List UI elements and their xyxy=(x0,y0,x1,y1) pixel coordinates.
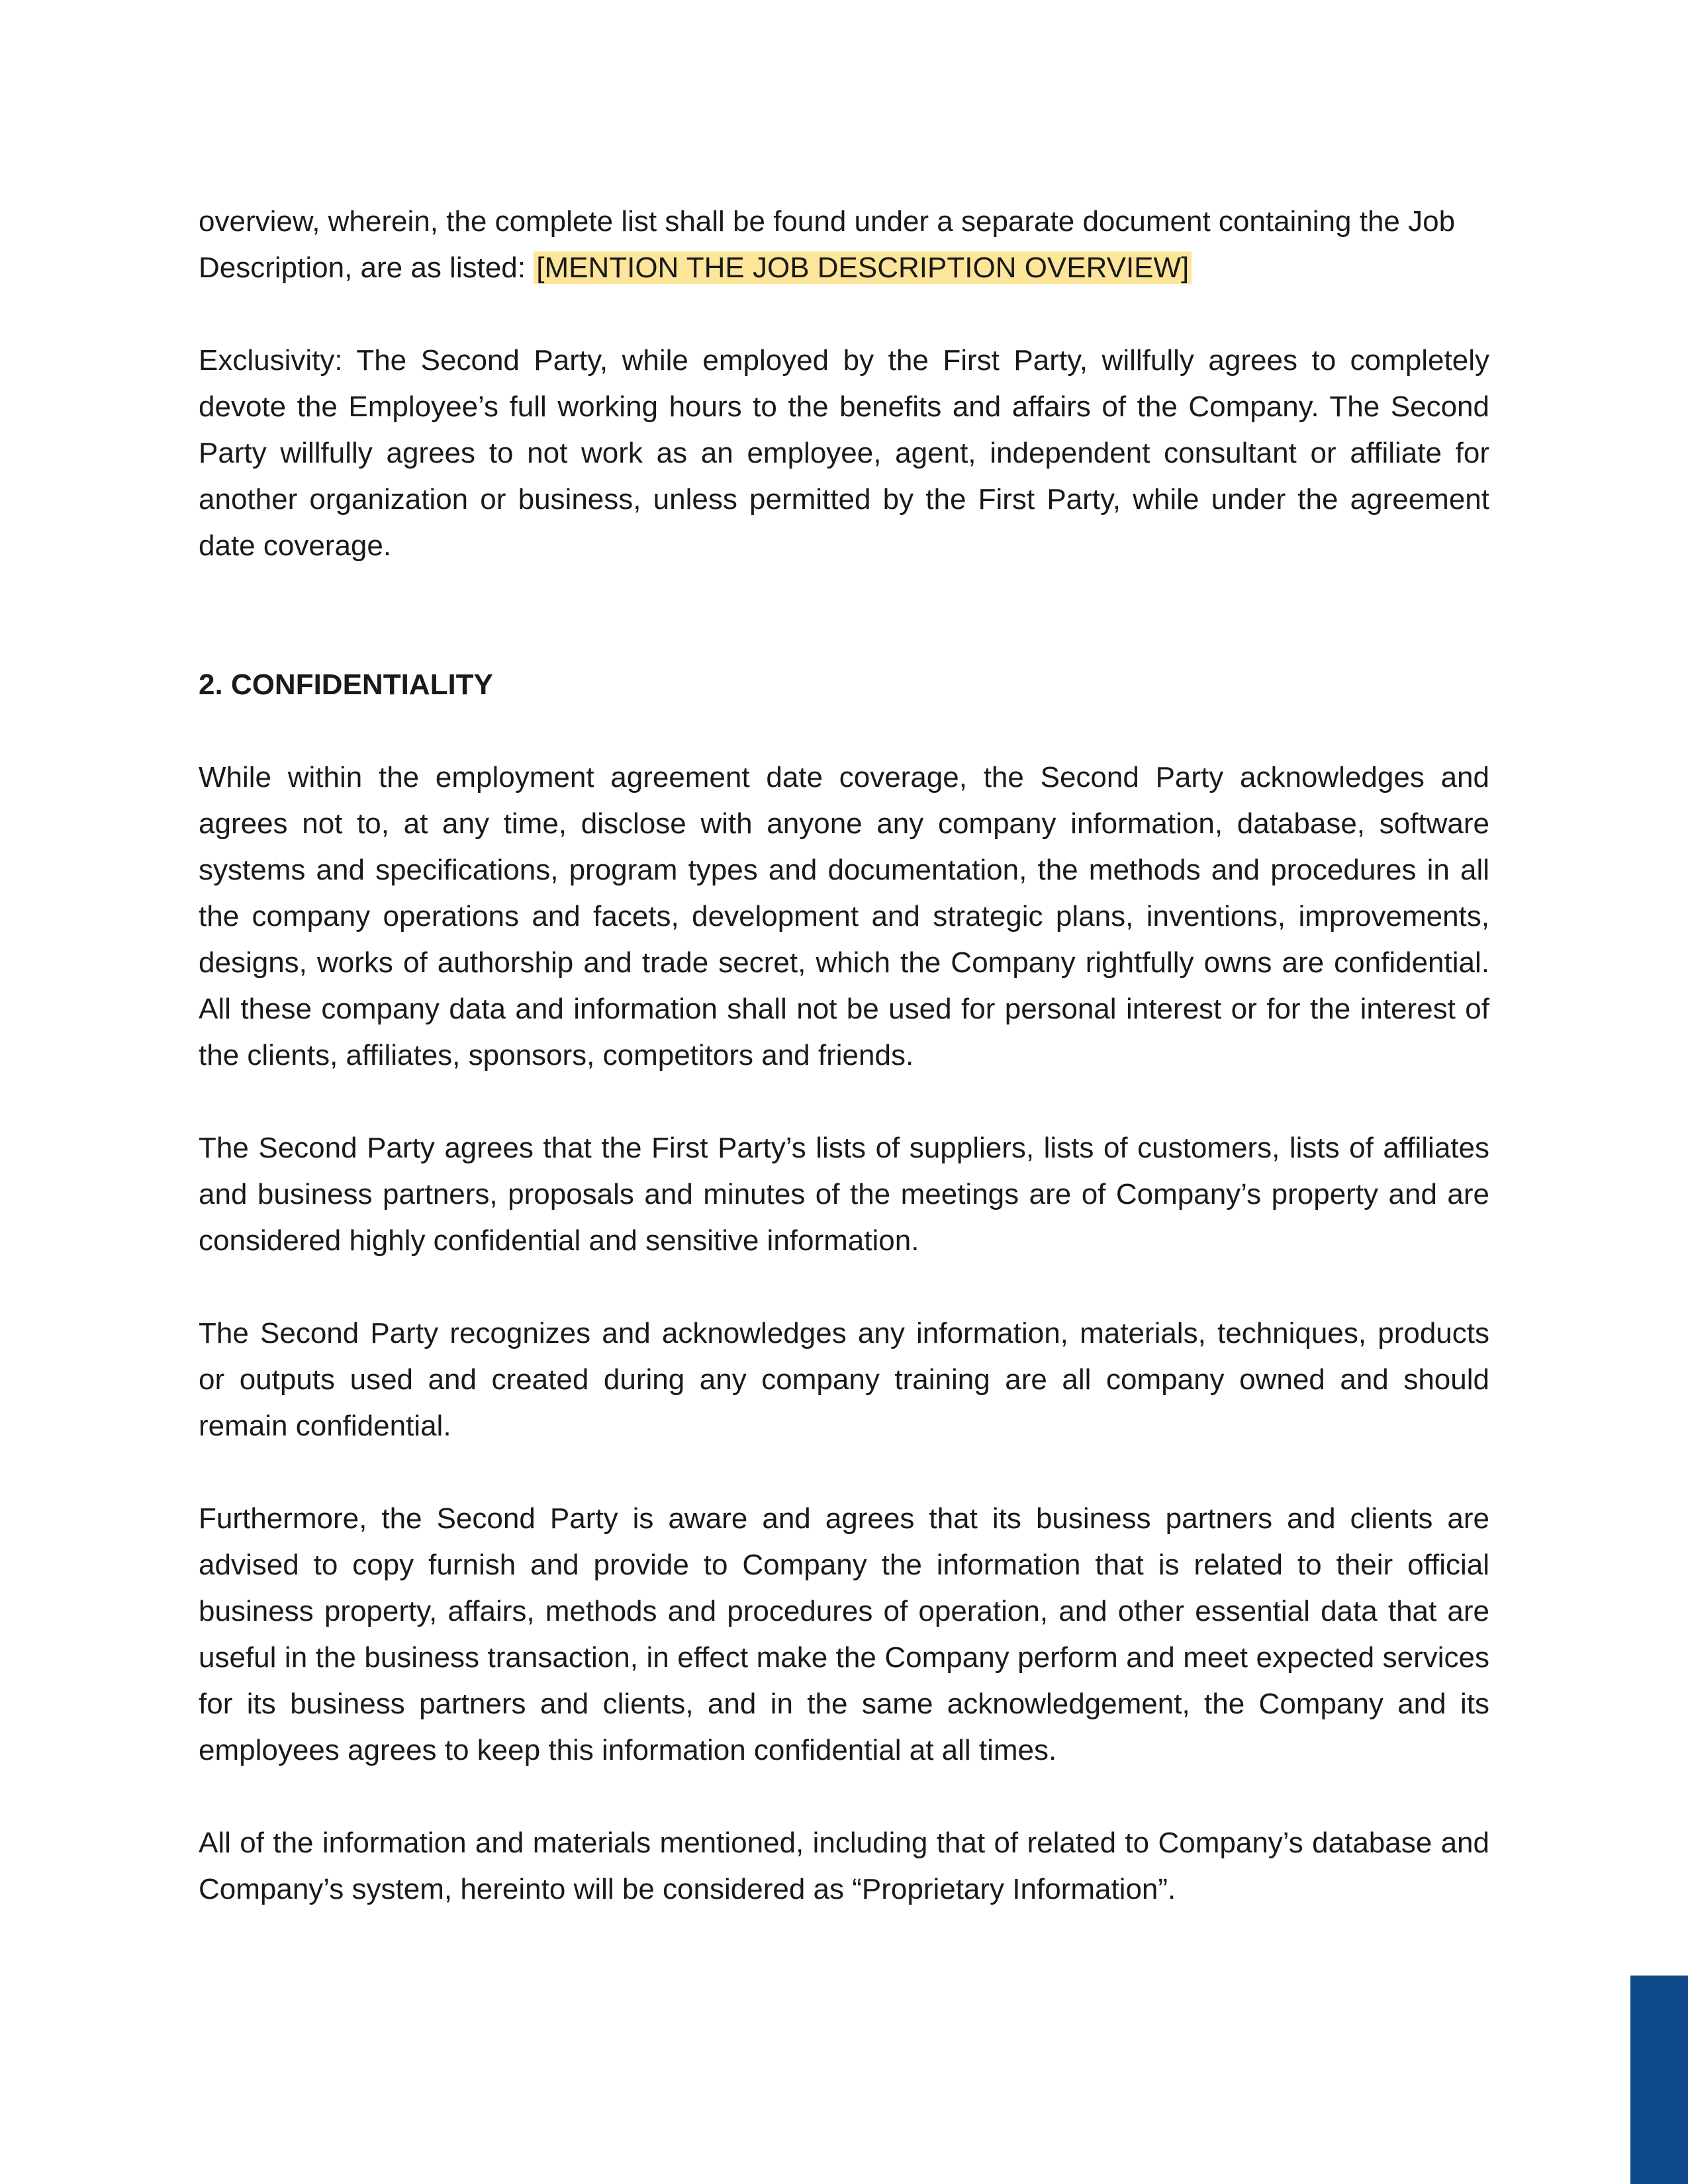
document-page xyxy=(199,199,1489,1913)
confidentiality-paragraph-2: The Second Party agrees that the First Party’s lists of suppliers, lists of customers, lists of affiliates and business partners, proposals and minutes of the meetings are of Company’s property and are considered highly confidential and sensitive information. xyxy=(199,1132,1489,1257)
confidentiality-paragraph-4: Furthermore, the Second Party is aware and agrees that its business partners and clients are advised to copy furnish and provide to Company the information that is related to their official business property, affairs, methods and procedures of operation, and other essential data that are useful in the business transaction, in effect make the Company perform and meet expected services for its business partners and clients, and in the same acknowledgement, the Company and its employees agrees to keep this information confidential at all times. xyxy=(199,1502,1489,1766)
section-heading-confidentiality: 2. CONFIDENTIALITY xyxy=(199,668,493,701)
confidentiality-paragraph-1: While within the employment agreement date coverage, the Second Party acknowledges and agrees not to, at any time, disclose with anyone any company information, database, software systems and specifications, program types and documentation, the methods and procedures in all the company operations and facets, development and strategic plans, inventions, improvements, designs, works of authorship and trade secret, which the Company rightfully owns are confidential. All these company data and information shall not be used for personal interest or for the interest of the clients, affiliates, sponsors, competitors and friends. xyxy=(199,761,1489,1071)
job-description-placeholder: [MENTION THE JOB DESCRIPTION OVERVIEW] xyxy=(534,251,1192,284)
exclusivity-paragraph: Exclusivity: The Second Party, while employed by the First Party, willfully agrees to completely devote the Employee’s full working hours to the benefits and affairs of the Company. The Second Party willfully agrees to not work as an employee, agent, independent consultant or affiliate for another organization or business, unless permitted by the First Party, while under the agreement date coverage. xyxy=(199,344,1489,562)
confidentiality-paragraph-5: All of the information and materials mentioned, including that of related to Company’s database and Company’s system, hereinto will be considered as “Proprietary Information”. xyxy=(199,1827,1489,1905)
page-side-tab xyxy=(1630,1976,1688,2184)
job-description-text: overview, wherein, the complete list shall be found under a separate document containing the Job Description, are as listed: xyxy=(199,205,1456,284)
job-description-paragraph xyxy=(199,199,1489,291)
confidentiality-paragraph-3: The Second Party recognizes and acknowledges any information, materials, techniques, products or outputs used and created during any company training are all company owned and should remain confidential. xyxy=(199,1317,1489,1442)
